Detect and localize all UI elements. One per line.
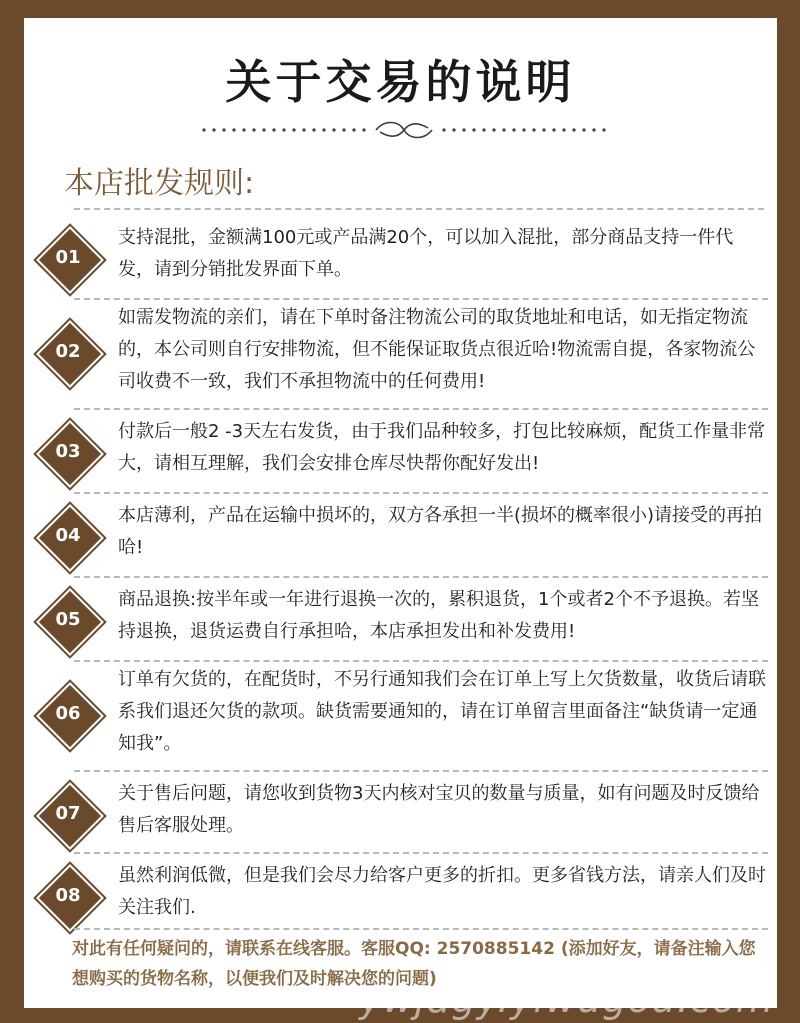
item-text: 关于售后问题，请您收到货物3天内核对宝贝的数量与质量，如有问题及时反馈给售后客服处理。 bbox=[118, 783, 760, 836]
item-number: 02 bbox=[55, 341, 81, 362]
item-number: 07 bbox=[55, 803, 81, 824]
item-text: 本店薄利，产品在运输中损坏的，双方各承担一半(损坏的概率很小)请接受的再拍哈! bbox=[118, 505, 763, 558]
item-number: 03 bbox=[55, 441, 81, 462]
rule-item-05 bbox=[38, 578, 768, 660]
page-title: 关于交易的说明 bbox=[225, 55, 576, 109]
item-number: 08 bbox=[55, 885, 81, 906]
rules-card bbox=[24, 18, 777, 1008]
item-text: 虽然利润低微，但是我们会尽力给客户更多的折扣。更多省钱方法，请亲人们及时关注我们. bbox=[118, 865, 766, 918]
divider bbox=[74, 928, 768, 930]
rule-item-07 bbox=[38, 772, 768, 852]
divider bbox=[74, 208, 764, 210]
item-text: 订单有欠货的，在配货时，不另行通知我们会在订单上写上欠货数量，收货后请联系我们退还欠货的款项。缺货需要通知的，请在订单留言里面备注“缺货请一定通知我”。 bbox=[118, 669, 766, 754]
item-number: 01 bbox=[55, 247, 81, 268]
rule-item-02 bbox=[38, 300, 768, 408]
contact-note: 对此有任何疑问的，请联系在线客服。客服QQ: 2570885142 (添加好友，请备注输入您想购买的货物名称，以便我们及时解决您的问题) bbox=[72, 939, 756, 989]
item-number: 04 bbox=[55, 525, 81, 546]
flourish-divider-icon bbox=[184, 118, 624, 142]
rule-item-01 bbox=[38, 214, 768, 298]
rule-item-04 bbox=[38, 494, 768, 576]
item-text: 支持混批，金额满100元或产品满20个，可以加入混批，部分商品支持一件代发，请到分销批发界面下单。 bbox=[118, 227, 734, 280]
rule-item-08 bbox=[38, 854, 768, 934]
watermark: ywjdgy.yiwugou.com bbox=[359, 977, 774, 1021]
item-text: 如需发物流的亲们，请在下单时备注物流公司的取货地址和电话，如无指定物流的，本公司则自行安排物流，但不能保证取货点很近哈!物流需自提，各家物流公司收费不一致，我们不承担物流中的任何费用! bbox=[118, 307, 756, 392]
rule-item-06 bbox=[38, 662, 768, 770]
item-number: 05 bbox=[55, 609, 81, 630]
item-text: 商品退换:按半年或一年进行退换一次的，累积退货，1个或者2个不予退换。若坚持退换，退货运费自行承担哈，本店承担发出和补发费用! bbox=[118, 589, 759, 642]
section-heading: 本店批发规则: bbox=[64, 166, 255, 201]
rule-item-03 bbox=[38, 410, 768, 492]
item-number: 06 bbox=[55, 703, 81, 724]
item-text: 付款后一般2 -3天左右发货，由于我们品种较多，打包比较麻烦，配货工作量非常大，请相互理解，我们会安排仓库尽快帮你配好发出! bbox=[118, 421, 766, 474]
